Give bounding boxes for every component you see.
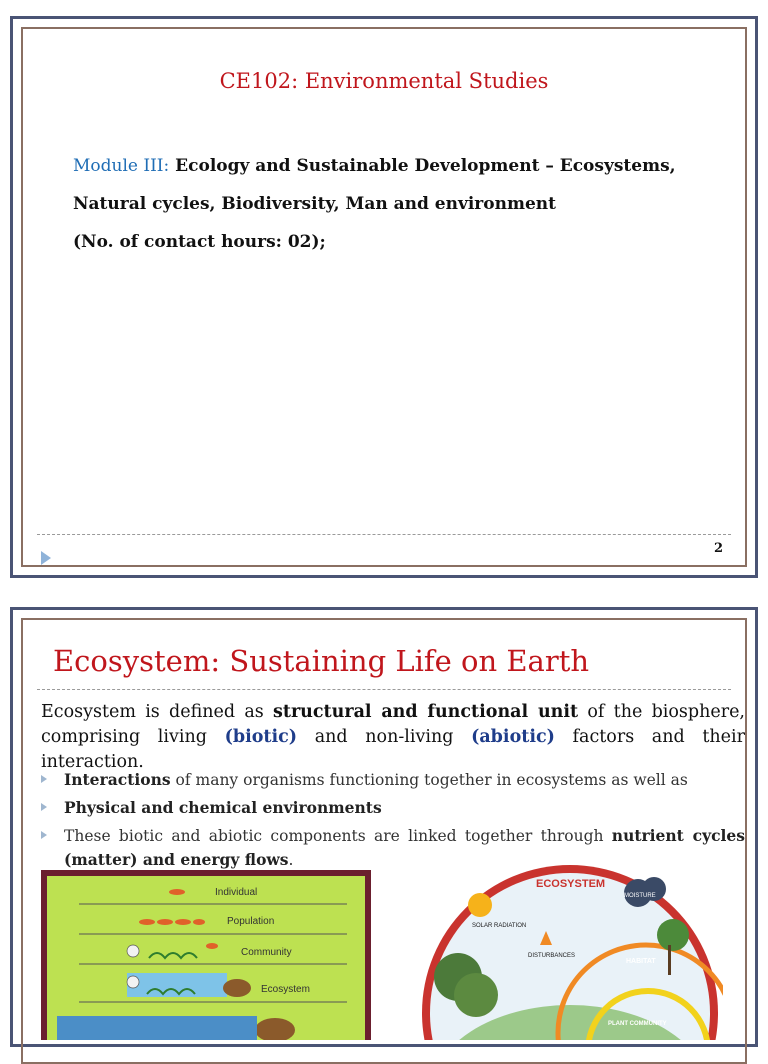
rock-icon [223,979,251,997]
ecosystem-label: ECOSYSTEM [536,878,606,890]
habitat-label: HABITAT [626,958,656,965]
bullet-arrow-icon [41,831,47,839]
slide-2-frame [10,16,758,578]
sun-icon [468,893,492,917]
solar-radiation-label: SOLAR RADIATION [472,923,527,929]
play-arrow-icon [41,551,51,565]
bullet-text [64,796,745,820]
def-text-3: and non-living [297,727,472,747]
title-divider [37,689,731,690]
plant-community-label: PLANT COMMUNITY [608,1021,667,1027]
level-label: Ecosystem [261,984,310,995]
levels-illustration [47,876,365,1040]
biotic-term: (biotic) [224,727,298,747]
slide-3-frame [10,607,758,1047]
level-label: Individual [215,887,258,898]
def-text-4: factors and their interaction. [41,727,745,772]
abiotic-term: (abiotic) [471,727,555,747]
course-title: CE102: Environmental Studies [219,69,549,93]
level-label: Population [227,916,275,927]
slide-inner-border [21,618,747,1064]
bullet-bold: nutrient cycles (matter) and energy flows [64,826,745,869]
module-line-1 [73,147,713,185]
footer-divider [37,534,731,535]
page-number: 2 [713,541,723,556]
bullet-environments [41,796,745,820]
ecosystem-diagram [418,865,723,1040]
disturbances-label: DISTURBANCES [528,953,576,959]
fish-icon [169,889,185,895]
bullet-tail: . [288,851,294,869]
module-line-2: Natural cycles, Biodiversity, Man and environment [73,194,556,214]
def-text-1: Ecosystem is defined as [41,702,274,722]
jellyfish-icon [127,945,139,957]
bullet-rest: These biotic and abiotic components are linked together through [64,827,612,845]
water-icon [127,973,227,997]
slide-inner-border [21,27,747,567]
moisture-label: MOISTURE [624,893,656,899]
ecosystem-definition [41,700,745,775]
module-description [73,147,713,261]
module-label: Module III: [73,156,170,176]
slide-title: Ecosystem: Sustaining Life on Earth [53,644,590,678]
bullet-arrow-icon [41,803,47,811]
bullet-interactions [41,768,745,792]
organization-levels-figure [41,870,371,1040]
module-topic-text: Ecology and Sustainable Development – Ecosystems, [169,156,676,176]
bullet-bold: Interactions [64,770,171,789]
bullet-text [64,768,745,792]
contact-hours: (No. of contact hours: 02); [73,232,326,252]
def-bold-term: structural and functional unit [273,702,579,722]
bullet-arrow-icon [41,775,47,783]
ecosystem-illustration [418,865,723,1040]
bullet-bold: Physical and chemical environments [64,798,382,817]
bullet-rest: of many organisms functioning together in ecosystems as well as [170,771,688,789]
level-label: Community [241,947,292,958]
figure-panel [47,876,365,1040]
def-text-2: of the biosphere, comprising living [41,702,745,747]
